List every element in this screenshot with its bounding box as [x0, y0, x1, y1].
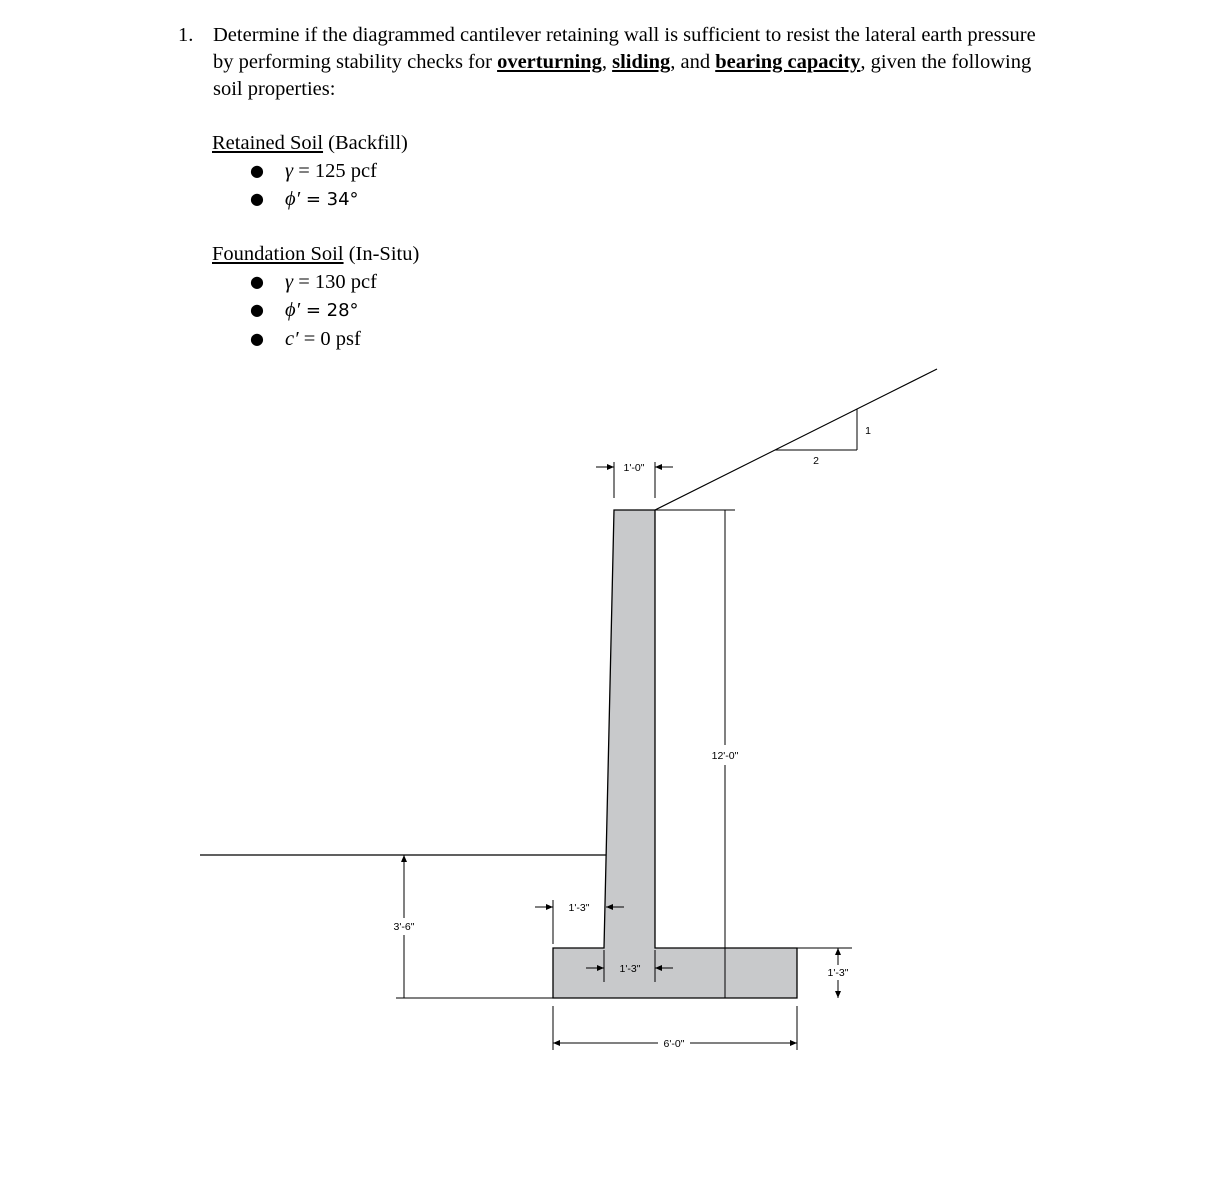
foundation-soil-title: Foundation Soil [212, 243, 344, 265]
bullet-icon: ● [250, 272, 264, 291]
phi-symbol: ϕ′ [285, 188, 301, 210]
footing-width-arrowhead-left [553, 1040, 560, 1046]
problem-text-outro: , given the following soil properties: [213, 51, 1032, 100]
backfill-slope-line [655, 369, 937, 510]
foundation-soil-subtitle: (In-Situ) [343, 243, 420, 265]
problem-text-sep1: , [601, 51, 613, 73]
stem-base-width-label: 1'-3" [568, 902, 590, 914]
bullet-icon: ● [250, 161, 264, 180]
bullet-icon: ● [250, 189, 264, 208]
foundation-cohesion-value: = 0 psf [298, 328, 361, 350]
footing-width-label: 6'-0" [663, 1038, 685, 1050]
keyword-bearing-capacity: bearing capacity [715, 51, 861, 73]
stem-base-arrowhead-left [546, 904, 553, 910]
toe-length-label: 1'-3" [619, 963, 641, 975]
stem-top-arrowhead-left [607, 464, 614, 470]
gamma-symbol: γ [285, 271, 294, 293]
embedment-depth-dimension [393, 855, 553, 998]
problem-text-sep2: , and [670, 51, 716, 73]
phi-symbol: ϕ′ [285, 299, 301, 321]
slope-run-label: 2 [813, 455, 819, 467]
foundation-phi-value: = 28° [300, 300, 359, 321]
footing-width-arrowhead-right [790, 1040, 797, 1046]
retained-soil-title: Retained Soil [212, 132, 324, 154]
retained-soil-subtitle: (Backfill) [323, 132, 408, 154]
embedment-arrowhead-top [401, 855, 407, 862]
retained-phi-value: = 34° [300, 189, 359, 210]
footing-thk-arrowhead-top [835, 948, 841, 955]
keyword-sliding: sliding [612, 51, 671, 73]
footing-thk-arrowhead-bottom [835, 991, 841, 998]
wall-height-label: 12'-0" [711, 750, 739, 762]
bullet-icon: ● [250, 300, 264, 319]
embedment-depth-label: 3'-6" [393, 921, 415, 933]
foundation-gamma-value: = 130 pcf [293, 271, 377, 293]
problem-number: 1. [178, 24, 194, 46]
problem-text-intro: Determine if the diagrammed cantilever retaining wall is sufficient to resist the lateral earth pressure by performing stability checks for [213, 24, 1036, 73]
stem-top-arrowhead-right [655, 464, 662, 470]
stem-top-width-label: 1'-0" [623, 462, 645, 474]
retained-gamma-value: = 125 pcf [293, 160, 377, 182]
retaining-wall-concrete [553, 510, 797, 998]
gamma-symbol: γ [285, 160, 294, 182]
bullet-icon: ● [250, 329, 264, 348]
footing-thickness-label: 1'-3" [827, 967, 849, 979]
slope-rise-label: 1 [865, 425, 871, 437]
keyword-overturning: overturning [497, 51, 602, 73]
cohesion-symbol: c′ [285, 328, 299, 350]
